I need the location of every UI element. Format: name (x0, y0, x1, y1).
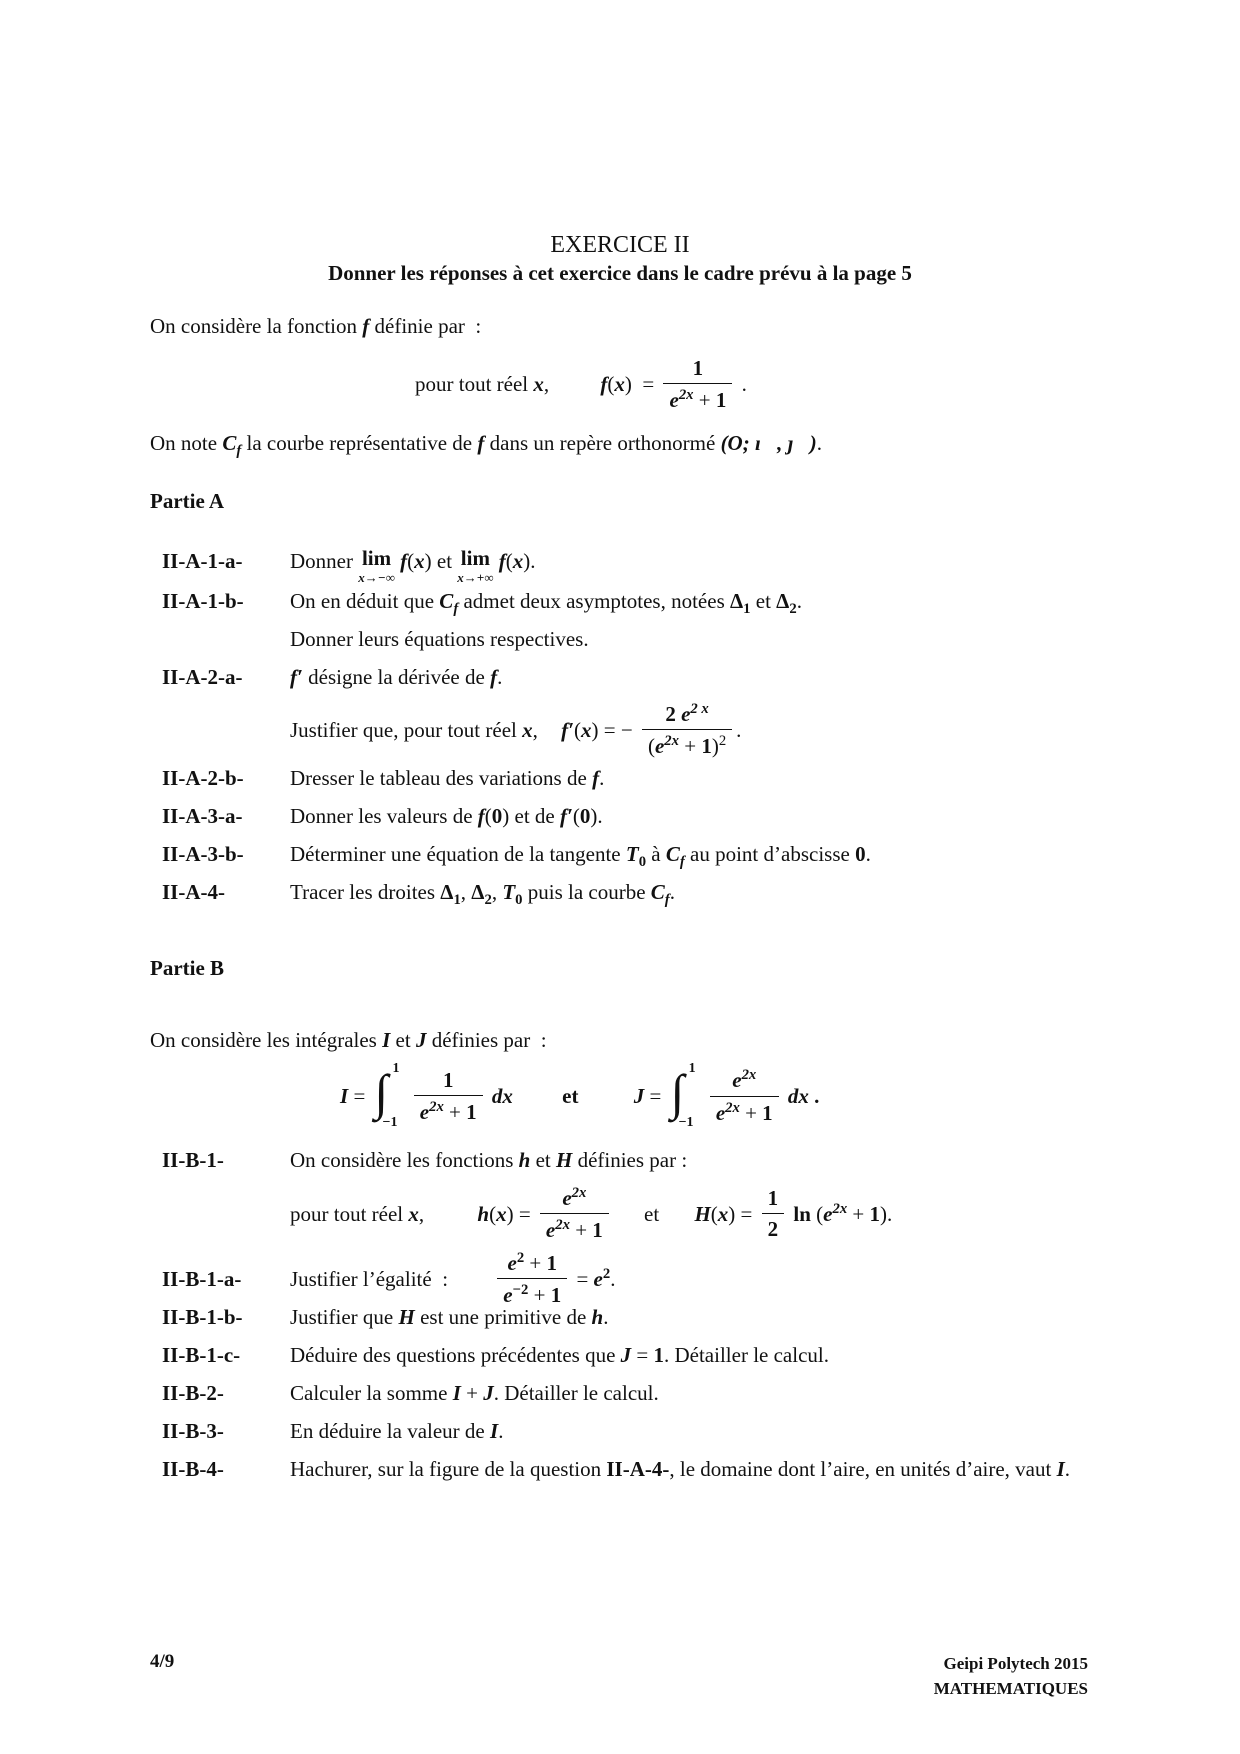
question-label: II-B-1-c- (162, 1343, 241, 1367)
question-text: Justifier que H est une primitive de h. (290, 1305, 609, 1329)
function-definition: pour tout réel x, f(x) = $\frac{1}{e^{2x} + 1}$ . (415, 356, 747, 413)
question-text: Donner lim x→−∞ f(x) et lim x→+∞ f(x). (290, 546, 536, 585)
exercise-instruction: Donner les réponses à cet exercice dans le cadre prévu à la page 5 (328, 261, 912, 285)
question-label: II-A-3-a- (162, 804, 243, 828)
question-label: II-B-1-a- (162, 1267, 242, 1291)
part-b-intro: On considère les intégrales I et J définies par : (150, 1028, 547, 1052)
question-text: On en déduit que $C_f$ admet deux asymptotes, notées $\Delta_1$ et $\Delta_2$. (290, 589, 802, 618)
question-text: f′ désigne la dérivée de f. (290, 665, 503, 689)
question-label: II-A-4- (162, 880, 225, 904)
exam-info (800, 1652, 1088, 1701)
question-text: Dresser le tableau des variations de f. (290, 766, 605, 790)
question-label: II-A-3-b- (162, 842, 244, 866)
question-text: Déduire des questions précédentes que J = 1. Détailler le calcul. (290, 1343, 829, 1367)
question-label: II-B-1- (162, 1148, 224, 1172)
derivative-formula: Justifier que, pour tout réel x, f′(x) = − $\frac{2 e^{2 x}}{(e^{2x} + 1)^2}$ . (290, 701, 742, 759)
question-text: On considère les fonctions h et H définies par : (290, 1148, 688, 1172)
curve-definition: On note $C_f$ la courbe représentative de f dans un repère orthonormé (O; ı⃗, ȷ⃗). (150, 431, 823, 460)
exercise-title: EXERCICE II (550, 232, 690, 258)
integrals-definition: I = ∫ 1 −1 $\frac{1}{e^{2x} + 1}$ dx et J = ∫ 1 −1 $\frac{e^{2x}}{e^{2x} + 1}$ dx . (340, 1061, 820, 1130)
question-label: II-B-1-b- (162, 1305, 243, 1329)
question-label: II-B-3- (162, 1419, 224, 1443)
part-a-title: Partie A (150, 489, 225, 513)
question-label: II-B-2- (162, 1381, 224, 1405)
h-H-definition: pour tout réel x, h(x) = $\frac{e^{2x}}{e^{2x} + 1}$ et H(x) = $\frac{1}{2}$ $\ln (e^{2x} + 1)$. (290, 1185, 893, 1243)
question-label: II-A-1-b- (162, 589, 244, 613)
question-text: Déterminer une équation de la tangente $T_0$ à $C_f$ au point d’abscisse 0. (290, 842, 871, 871)
question-text: Tracer les droites $\Delta_1$, $\Delta_2$, $T_0$ puis la courbe $C_f$. (290, 880, 675, 909)
exam-subject: MATHEMATIQUES (933, 1678, 1088, 1698)
question-label: II-A-2-a- (162, 665, 243, 689)
intro-line: On considère la fonction f définie par : (150, 314, 482, 338)
question-label: II-A-2-b- (162, 766, 244, 790)
question-text: Hachurer, sur la figure de la question II-A-4-, le domaine dont l’aire, en unités d’aire, vaut I. (290, 1457, 1071, 1481)
question-text: Calculer la somme I + J. Détailler le calcul. (290, 1381, 659, 1405)
part-b-title: Partie B (150, 956, 225, 980)
question-text: En déduire la valeur de I. (290, 1419, 504, 1443)
question-text-continued: Donner leurs équations respectives. (290, 627, 589, 651)
exam-name: Geipi Polytech 2015 (943, 1654, 1088, 1673)
question-text: Justifier l’égalité : $\frac{e^2 + 1}{e^{-2} + 1}$ = $e^2$. (290, 1250, 616, 1308)
question-label: II-A-1-a- (162, 549, 243, 573)
page-number: 4/9 (150, 1651, 175, 1672)
question-label: II-B-4- (162, 1457, 224, 1481)
question-text: Donner les valeurs de f(0) et de f′(0). (290, 804, 603, 828)
